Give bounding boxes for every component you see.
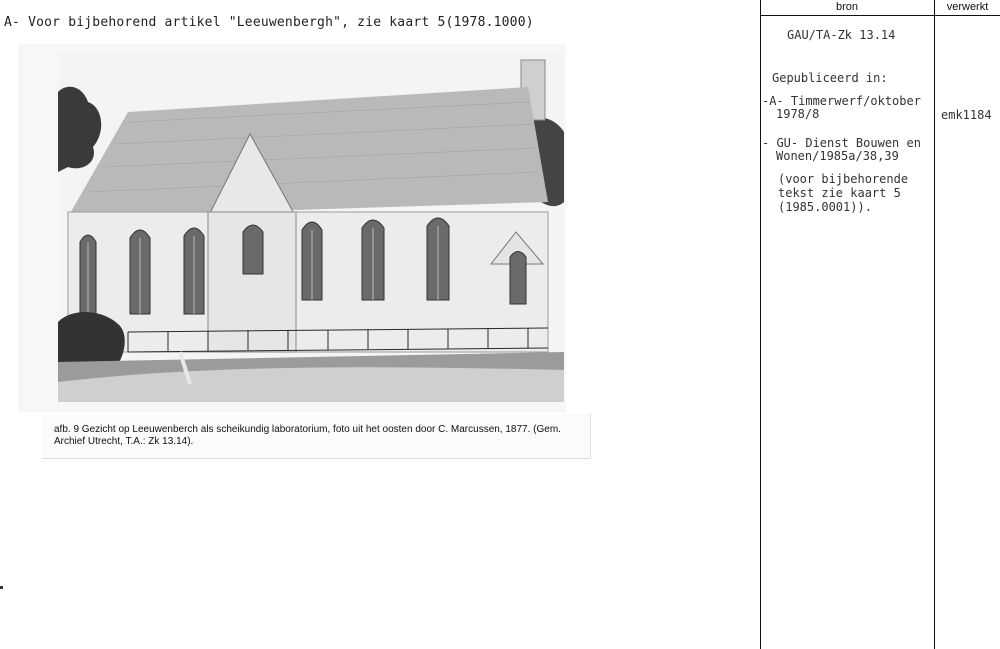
publication-a-line-1: -A- Timmerwerf/oktober — [762, 94, 921, 108]
note-line-3: (1985.0001)). — [778, 200, 872, 214]
published-label: Gepubliceerd in: — [772, 71, 888, 85]
margin-mark — [0, 586, 3, 589]
source-reference: GAU/TA-Zk 13.14 — [787, 28, 896, 42]
table-border-left — [760, 0, 761, 649]
note-line-1: (voor bijbehorende — [778, 172, 909, 186]
column-header-bron: bron — [835, 1, 859, 13]
church-photograph — [58, 52, 564, 402]
church-illustration — [58, 52, 564, 402]
verwerkt-entry: emk1184 — [941, 108, 992, 122]
card-heading: A- Voor bijbehorend artikel "Leeuwenbergh", zie kaart 5(1978.1000) — [4, 15, 534, 30]
publication-gu-line-2: Wonen/1985a/38,39 — [776, 149, 899, 163]
header-rule — [760, 15, 1000, 16]
publication-a-line-2: 1978/8 — [776, 107, 820, 121]
photo-card — [18, 44, 566, 412]
note-line-2: tekst zie kaart 5 — [778, 186, 901, 200]
register-table — [760, 0, 1000, 649]
column-header-verwerkt: verwerkt — [946, 1, 989, 13]
photo-caption: afb. 9 Gezicht op Leeuwenberch als scheikundig laboratorium, foto uit het oosten door C. Marcussen, 1877. (Gem. Archief Utrecht, T.A.: Zk 13.14). — [54, 424, 561, 447]
column-divider — [934, 0, 935, 649]
publication-gu-line-1: - GU- Dienst Bouwen en — [762, 136, 921, 150]
caption-box — [42, 414, 591, 459]
